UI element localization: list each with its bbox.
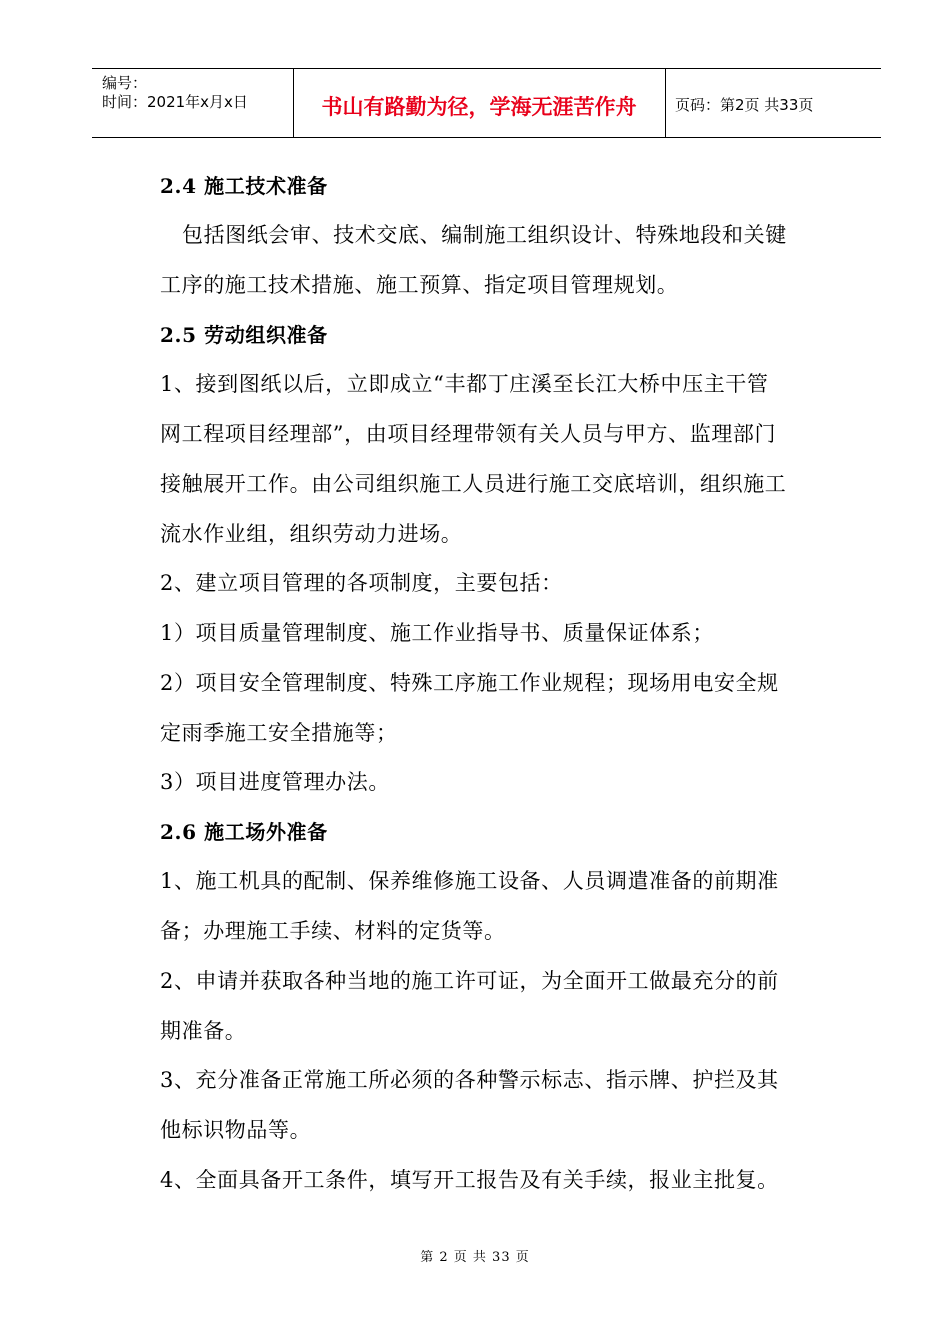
section-heading-2-5: 2.5 劳动组织准备: [160, 323, 328, 347]
paragraph-line: 3、充分准备正常施工所必须的各种警示标志、指示牌、护拦及其: [160, 1068, 779, 1092]
page-header: [92, 68, 881, 138]
paragraph-line: 2）项目安全管理制度、特殊工序施工作业规程；现场用电安全规: [160, 671, 779, 695]
paragraph-line: 期准备。: [160, 1019, 247, 1043]
time-label: 时间：2021年x月x日: [102, 93, 248, 111]
paragraph-line: 1）项目质量管理制度、施工作业指导书、质量保证体系；: [160, 621, 714, 645]
page-footer: 第 2 页 共 33 页: [420, 1250, 530, 1265]
paragraph-line: 他标识物品等。: [160, 1118, 312, 1142]
header-page-info: 页码：第2页 共33页: [675, 96, 814, 114]
header-motto: 书山有路勤为径，学海无涯苦作舟: [321, 95, 637, 119]
paragraph-line: 3）项目进度管理办法。: [160, 770, 390, 794]
paragraph-line: 1、接到图纸以后，立即成立“丰都丁庄溪至长江大桥中压主干管: [160, 372, 769, 396]
paragraph-line: 2、建立项目管理的各项制度，主要包括：: [160, 571, 563, 595]
paragraph-line: 流水作业组，组织劳动力进场。: [160, 522, 463, 546]
section-heading-2-4: 2.4 施工技术准备: [160, 174, 328, 198]
section-heading-2-6: 2.6 施工场外准备: [160, 820, 328, 844]
paragraph-line: 1、施工机具的配制、保养维修施工设备、人员调遣准备的前期准: [160, 869, 779, 893]
serial-label: 编号：: [102, 74, 148, 92]
paragraph-line: 网工程项目经理部”，由项目经理带领有关人员与甲方、监理部门: [160, 422, 777, 446]
paragraph-line: 接触展开工作。由公司组织施工人员进行施工交底培训，组织施工: [160, 472, 787, 496]
paragraph-line: 备；办理施工手续、材料的定货等。: [160, 919, 506, 943]
paragraph-line: 定雨季施工安全措施等；: [160, 721, 398, 745]
paragraph-line: 2、申请并获取各种当地的施工许可证，为全面开工做最充分的前: [160, 969, 779, 993]
header-divider-right: [665, 69, 666, 137]
paragraph-line: 工序的施工技术措施、施工预算、指定项目管理规划。: [160, 273, 679, 297]
paragraph-line: 4、全面具备开工条件，填写开工报告及有关手续，报业主批复。: [160, 1168, 779, 1192]
paragraph-line: 包括图纸会审、技术交底、编制施工组织设计、特殊地段和关键: [182, 223, 787, 247]
